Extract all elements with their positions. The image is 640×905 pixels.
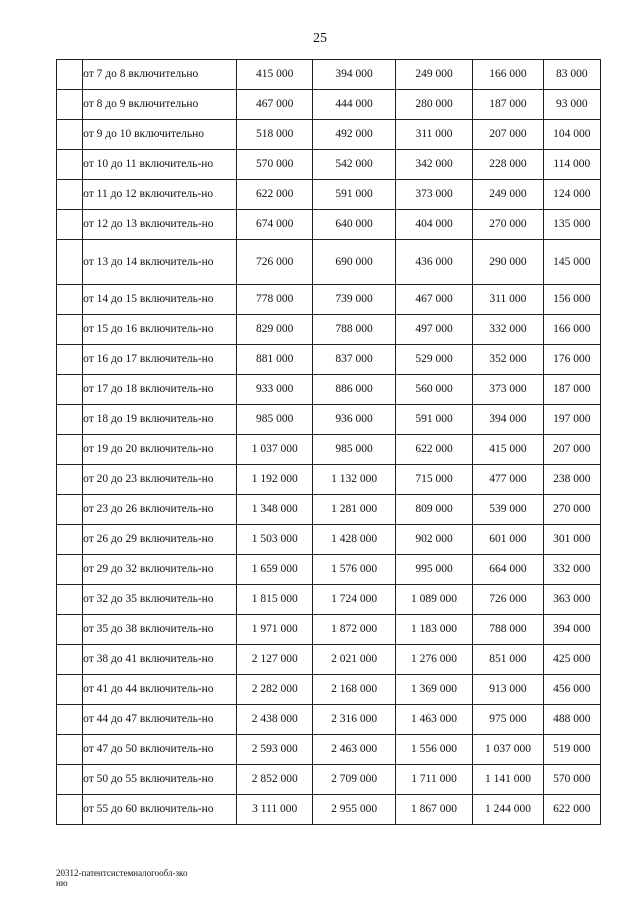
- value-cell: 415 000: [236, 60, 312, 90]
- range-label-cell: от 16 до 17 включитель-но: [83, 345, 237, 375]
- value-cell: 497 000: [395, 315, 472, 345]
- value-cell: 1 281 000: [313, 495, 395, 525]
- row-marker-cell: [57, 375, 83, 405]
- value-cell: 373 000: [473, 375, 543, 405]
- row-marker-cell: [57, 315, 83, 345]
- table-row: [57, 795, 601, 825]
- value-cell: 1 711 000: [395, 765, 472, 795]
- value-cell: 985 000: [313, 435, 395, 465]
- value-cell: 778 000: [236, 285, 312, 315]
- value-cell: 301 000: [543, 525, 600, 555]
- value-cell: 3 111 000: [236, 795, 312, 825]
- row-marker-cell: [57, 675, 83, 705]
- value-cell: 93 000: [543, 90, 600, 120]
- value-cell: 1 659 000: [236, 555, 312, 585]
- value-cell: 837 000: [313, 345, 395, 375]
- value-cell: 1 141 000: [473, 765, 543, 795]
- value-cell: 1 037 000: [236, 435, 312, 465]
- value-cell: 187 000: [543, 375, 600, 405]
- value-cell: 622 000: [236, 180, 312, 210]
- row-marker-cell: [57, 120, 83, 150]
- value-cell: 363 000: [543, 585, 600, 615]
- range-label-cell: от 35 до 38 включитель-но: [83, 615, 237, 645]
- table-row: [57, 405, 601, 435]
- value-cell: 2 593 000: [236, 735, 312, 765]
- row-marker-cell: [57, 705, 83, 735]
- value-cell: 809 000: [395, 495, 472, 525]
- value-cell: 249 000: [473, 180, 543, 210]
- range-label-cell: от 50 до 55 включитель-но: [83, 765, 237, 795]
- value-cell: 145 000: [543, 240, 600, 285]
- table-row: [57, 585, 601, 615]
- range-label-cell: от 47 до 50 включитель-но: [83, 735, 237, 765]
- row-marker-cell: [57, 645, 83, 675]
- value-cell: 352 000: [473, 345, 543, 375]
- value-cell: 1 576 000: [313, 555, 395, 585]
- value-cell: 1 276 000: [395, 645, 472, 675]
- table-row: [57, 615, 601, 645]
- value-cell: 197 000: [543, 405, 600, 435]
- value-cell: 851 000: [473, 645, 543, 675]
- value-cell: 560 000: [395, 375, 472, 405]
- range-label-cell: от 13 до 14 включитель-но: [83, 240, 237, 285]
- row-marker-cell: [57, 405, 83, 435]
- value-cell: 690 000: [313, 240, 395, 285]
- range-label-cell: от 12 до 13 включитель-но: [83, 210, 237, 240]
- value-cell: 249 000: [395, 60, 472, 90]
- value-cell: 788 000: [313, 315, 395, 345]
- row-marker-cell: [57, 210, 83, 240]
- value-cell: 290 000: [473, 240, 543, 285]
- range-label-cell: от 20 до 23 включитель-но: [83, 465, 237, 495]
- value-cell: 1 815 000: [236, 585, 312, 615]
- value-cell: 456 000: [543, 675, 600, 705]
- range-label-cell: от 19 до 20 включитель-но: [83, 435, 237, 465]
- value-cell: 622 000: [543, 795, 600, 825]
- value-cell: 886 000: [313, 375, 395, 405]
- row-marker-cell: [57, 525, 83, 555]
- value-cell: 985 000: [236, 405, 312, 435]
- value-cell: 570 000: [543, 765, 600, 795]
- value-cell: 2 021 000: [313, 645, 395, 675]
- range-label-cell: от 29 до 32 включитель-но: [83, 555, 237, 585]
- row-marker-cell: [57, 435, 83, 465]
- table-row: [57, 675, 601, 705]
- value-cell: 913 000: [473, 675, 543, 705]
- value-cell: 739 000: [313, 285, 395, 315]
- row-marker-cell: [57, 345, 83, 375]
- value-cell: 124 000: [543, 180, 600, 210]
- row-marker-cell: [57, 285, 83, 315]
- value-cell: 104 000: [543, 120, 600, 150]
- value-cell: 187 000: [473, 90, 543, 120]
- range-label-cell: от 41 до 44 включитель-но: [83, 675, 237, 705]
- value-cell: 2 463 000: [313, 735, 395, 765]
- value-cell: 1 428 000: [313, 525, 395, 555]
- range-label-cell: от 23 до 26 включитель-но: [83, 495, 237, 525]
- value-cell: 332 000: [473, 315, 543, 345]
- range-label-cell: от 17 до 18 включитель-но: [83, 375, 237, 405]
- value-cell: 591 000: [395, 405, 472, 435]
- range-label-cell: от 38 до 41 включитель-но: [83, 645, 237, 675]
- row-marker-cell: [57, 765, 83, 795]
- row-marker-cell: [57, 495, 83, 525]
- value-cell: 519 000: [543, 735, 600, 765]
- value-cell: 902 000: [395, 525, 472, 555]
- value-cell: 270 000: [543, 495, 600, 525]
- table-row: [57, 150, 601, 180]
- value-cell: 570 000: [236, 150, 312, 180]
- value-cell: 238 000: [543, 465, 600, 495]
- value-cell: 1 089 000: [395, 585, 472, 615]
- value-cell: 1 556 000: [395, 735, 472, 765]
- row-marker-cell: [57, 555, 83, 585]
- table-row: [57, 285, 601, 315]
- value-cell: 539 000: [473, 495, 543, 525]
- range-label-cell: от 9 до 10 включительно: [83, 120, 237, 150]
- table-row: [57, 345, 601, 375]
- range-label-cell: от 44 до 47 включитель-но: [83, 705, 237, 735]
- table-row: [57, 705, 601, 735]
- value-cell: 1 192 000: [236, 465, 312, 495]
- value-cell: 311 000: [395, 120, 472, 150]
- table-row: [57, 315, 601, 345]
- value-cell: 995 000: [395, 555, 472, 585]
- range-label-cell: от 32 до 35 включитель-но: [83, 585, 237, 615]
- row-marker-cell: [57, 90, 83, 120]
- table-row: [57, 495, 601, 525]
- table-row: [57, 555, 601, 585]
- table-row: [57, 525, 601, 555]
- row-marker-cell: [57, 180, 83, 210]
- value-cell: 415 000: [473, 435, 543, 465]
- value-cell: 270 000: [473, 210, 543, 240]
- value-cell: 640 000: [313, 210, 395, 240]
- value-cell: 1 503 000: [236, 525, 312, 555]
- row-marker-cell: [57, 150, 83, 180]
- value-cell: 492 000: [313, 120, 395, 150]
- range-label-cell: от 11 до 12 включитель-но: [83, 180, 237, 210]
- value-cell: 975 000: [473, 705, 543, 735]
- row-marker-cell: [57, 585, 83, 615]
- range-label-cell: от 7 до 8 включительно: [83, 60, 237, 90]
- value-cell: 726 000: [473, 585, 543, 615]
- value-cell: 477 000: [473, 465, 543, 495]
- value-cell: 1 183 000: [395, 615, 472, 645]
- table-row: [57, 90, 601, 120]
- value-cell: 166 000: [473, 60, 543, 90]
- value-cell: 135 000: [543, 210, 600, 240]
- rates-table-body: [57, 60, 601, 825]
- value-cell: 228 000: [473, 150, 543, 180]
- table-row: [57, 180, 601, 210]
- value-cell: 591 000: [313, 180, 395, 210]
- value-cell: 726 000: [236, 240, 312, 285]
- value-cell: 542 000: [313, 150, 395, 180]
- value-cell: 2 316 000: [313, 705, 395, 735]
- value-cell: 2 282 000: [236, 675, 312, 705]
- value-cell: 881 000: [236, 345, 312, 375]
- value-cell: 280 000: [395, 90, 472, 120]
- value-cell: 1 132 000: [313, 465, 395, 495]
- value-cell: 467 000: [236, 90, 312, 120]
- value-cell: 1 369 000: [395, 675, 472, 705]
- value-cell: 1 244 000: [473, 795, 543, 825]
- value-cell: 207 000: [473, 120, 543, 150]
- range-label-cell: от 26 до 29 включитель-но: [83, 525, 237, 555]
- value-cell: 2 955 000: [313, 795, 395, 825]
- value-cell: 467 000: [395, 285, 472, 315]
- range-label-cell: от 15 до 16 включитель-но: [83, 315, 237, 345]
- row-marker-cell: [57, 735, 83, 765]
- footer: [56, 868, 187, 888]
- row-marker-cell: [57, 795, 83, 825]
- value-cell: 529 000: [395, 345, 472, 375]
- row-marker-cell: [57, 465, 83, 495]
- value-cell: 664 000: [473, 555, 543, 585]
- table-row: [57, 60, 601, 90]
- table-row: [57, 765, 601, 795]
- value-cell: 176 000: [543, 345, 600, 375]
- row-marker-cell: [57, 60, 83, 90]
- value-cell: 829 000: [236, 315, 312, 345]
- value-cell: 1 037 000: [473, 735, 543, 765]
- value-cell: 488 000: [543, 705, 600, 735]
- value-cell: 715 000: [395, 465, 472, 495]
- footer-line-2: ню: [56, 878, 68, 888]
- value-cell: 1 724 000: [313, 585, 395, 615]
- range-label-cell: от 8 до 9 включительно: [83, 90, 237, 120]
- value-cell: 436 000: [395, 240, 472, 285]
- value-cell: 2 438 000: [236, 705, 312, 735]
- range-label-cell: от 18 до 19 включитель-но: [83, 405, 237, 435]
- table-row: [57, 435, 601, 465]
- rates-table: [56, 59, 601, 825]
- value-cell: 1 867 000: [395, 795, 472, 825]
- table-row: [57, 240, 601, 285]
- value-cell: 373 000: [395, 180, 472, 210]
- value-cell: 342 000: [395, 150, 472, 180]
- value-cell: 394 000: [543, 615, 600, 645]
- page-number: 25: [313, 31, 327, 46]
- row-marker-cell: [57, 240, 83, 285]
- value-cell: 622 000: [395, 435, 472, 465]
- value-cell: 1 872 000: [313, 615, 395, 645]
- value-cell: 114 000: [543, 150, 600, 180]
- value-cell: 1 971 000: [236, 615, 312, 645]
- table-row: [57, 375, 601, 405]
- table-row: [57, 465, 601, 495]
- value-cell: 2 709 000: [313, 765, 395, 795]
- value-cell: 788 000: [473, 615, 543, 645]
- value-cell: 425 000: [543, 645, 600, 675]
- value-cell: 2 852 000: [236, 765, 312, 795]
- value-cell: 394 000: [473, 405, 543, 435]
- value-cell: 674 000: [236, 210, 312, 240]
- range-label-cell: от 55 до 60 включитель-но: [83, 795, 237, 825]
- value-cell: 332 000: [543, 555, 600, 585]
- table-row: [57, 210, 601, 240]
- value-cell: 2 168 000: [313, 675, 395, 705]
- range-label-cell: от 10 до 11 включитель-но: [83, 150, 237, 180]
- value-cell: 518 000: [236, 120, 312, 150]
- value-cell: 601 000: [473, 525, 543, 555]
- row-marker-cell: [57, 615, 83, 645]
- value-cell: 166 000: [543, 315, 600, 345]
- value-cell: 444 000: [313, 90, 395, 120]
- value-cell: 394 000: [313, 60, 395, 90]
- value-cell: 2 127 000: [236, 645, 312, 675]
- value-cell: 1 463 000: [395, 705, 472, 735]
- table-row: [57, 645, 601, 675]
- value-cell: 404 000: [395, 210, 472, 240]
- value-cell: 207 000: [543, 435, 600, 465]
- footer-line-1: 20312-патентсистемналогообл-зко: [56, 868, 188, 878]
- value-cell: 156 000: [543, 285, 600, 315]
- value-cell: 936 000: [313, 405, 395, 435]
- table-row: [57, 735, 601, 765]
- range-label-cell: от 14 до 15 включитель-но: [83, 285, 237, 315]
- table-row: [57, 120, 601, 150]
- value-cell: 1 348 000: [236, 495, 312, 525]
- value-cell: 933 000: [236, 375, 312, 405]
- value-cell: 83 000: [543, 60, 600, 90]
- value-cell: 311 000: [473, 285, 543, 315]
